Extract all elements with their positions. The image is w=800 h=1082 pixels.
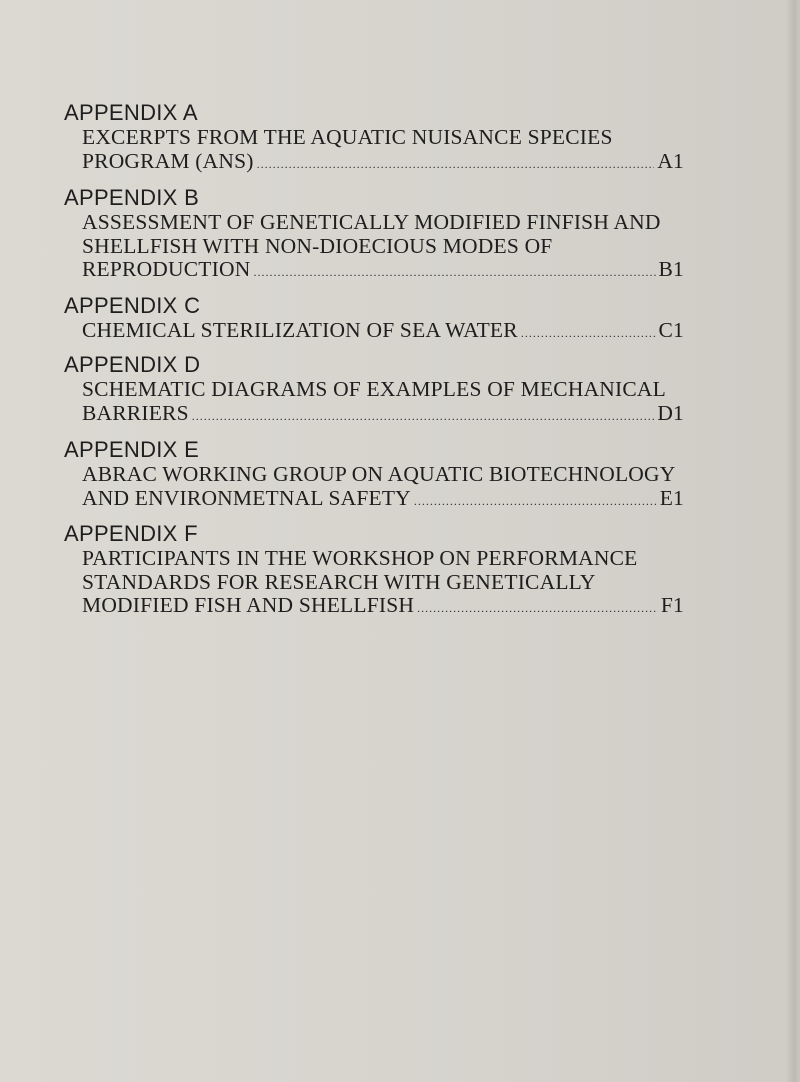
appendix-title xyxy=(82,211,684,285)
appendix-entry-d xyxy=(64,352,684,428)
title-line: EXCERPTS FROM THE AQUATIC NUISANCE SPECIES xyxy=(82,125,613,149)
page-reference: F1 xyxy=(660,593,684,617)
toc-line xyxy=(82,487,684,514)
dot-leader xyxy=(253,261,655,285)
appendix-entry-c xyxy=(64,293,684,346)
page-reference: B1 xyxy=(658,257,684,281)
title-line: SCHEMATIC DIAGRAMS OF EXAMPLES OF MECHANICAL xyxy=(82,377,666,401)
toc-line xyxy=(82,319,684,346)
title-last-line: REPRODUCTION xyxy=(82,257,251,281)
toc-line xyxy=(82,594,684,621)
appendix-title xyxy=(82,463,684,513)
appendix-entry-a xyxy=(64,100,684,176)
appendix-title xyxy=(82,378,684,428)
appendix-label: APPENDIX D xyxy=(64,352,201,377)
dot-leader xyxy=(417,597,658,621)
appendix-label: APPENDIX F xyxy=(64,521,198,546)
appendix-label: APPENDIX A xyxy=(64,100,198,125)
dot-leader xyxy=(257,153,655,177)
title-last-line: MODIFIED FISH AND SHELLFISH xyxy=(82,593,415,617)
title-last-line: PROGRAM (ANS) xyxy=(82,148,254,173)
title-last-line: AND ENVIRONMETNAL SAFETY xyxy=(82,485,411,510)
page-reference: E1 xyxy=(659,485,684,510)
appendix-entry-f xyxy=(64,521,684,621)
title-line: ABRAC WORKING GROUP ON AQUATIC BIOTECHNOLOGY xyxy=(82,462,676,486)
page-reference: D1 xyxy=(657,400,684,425)
dot-leader xyxy=(192,405,655,429)
toc-line xyxy=(82,258,684,285)
appendix-title xyxy=(82,126,684,176)
appendix-entry-e xyxy=(64,437,684,513)
appendix-title xyxy=(82,547,684,621)
appendix-label: APPENDIX C xyxy=(64,293,201,318)
title-last-line: BARRIERS xyxy=(82,400,189,425)
title-line: SHELLFISH WITH NON-DIOECIOUS MODES OF xyxy=(82,233,553,258)
page-reference: A1 xyxy=(657,148,684,173)
dot-leader xyxy=(414,490,657,514)
title-last-line: CHEMICAL STERILIZATION OF SEA WATER xyxy=(82,318,518,342)
title-line: ASSESSMENT OF GENETICALLY MODIFIED FINFISH AND xyxy=(82,210,661,234)
appendix-label: APPENDIX B xyxy=(64,185,200,210)
appendix-entry-b xyxy=(64,185,684,285)
appendix-label: APPENDIX E xyxy=(64,437,200,462)
title-line: STANDARDS FOR RESEARCH WITH GENETICALLY xyxy=(82,569,596,594)
toc-line xyxy=(82,150,684,177)
page-reference: C1 xyxy=(658,318,684,342)
appendix-title xyxy=(82,319,684,346)
page-edge-shadow xyxy=(786,0,800,1082)
dot-leader xyxy=(521,322,656,346)
toc-line xyxy=(82,402,684,429)
title-line: PARTICIPANTS IN THE WORKSHOP ON PERFORMANCE xyxy=(82,546,638,570)
